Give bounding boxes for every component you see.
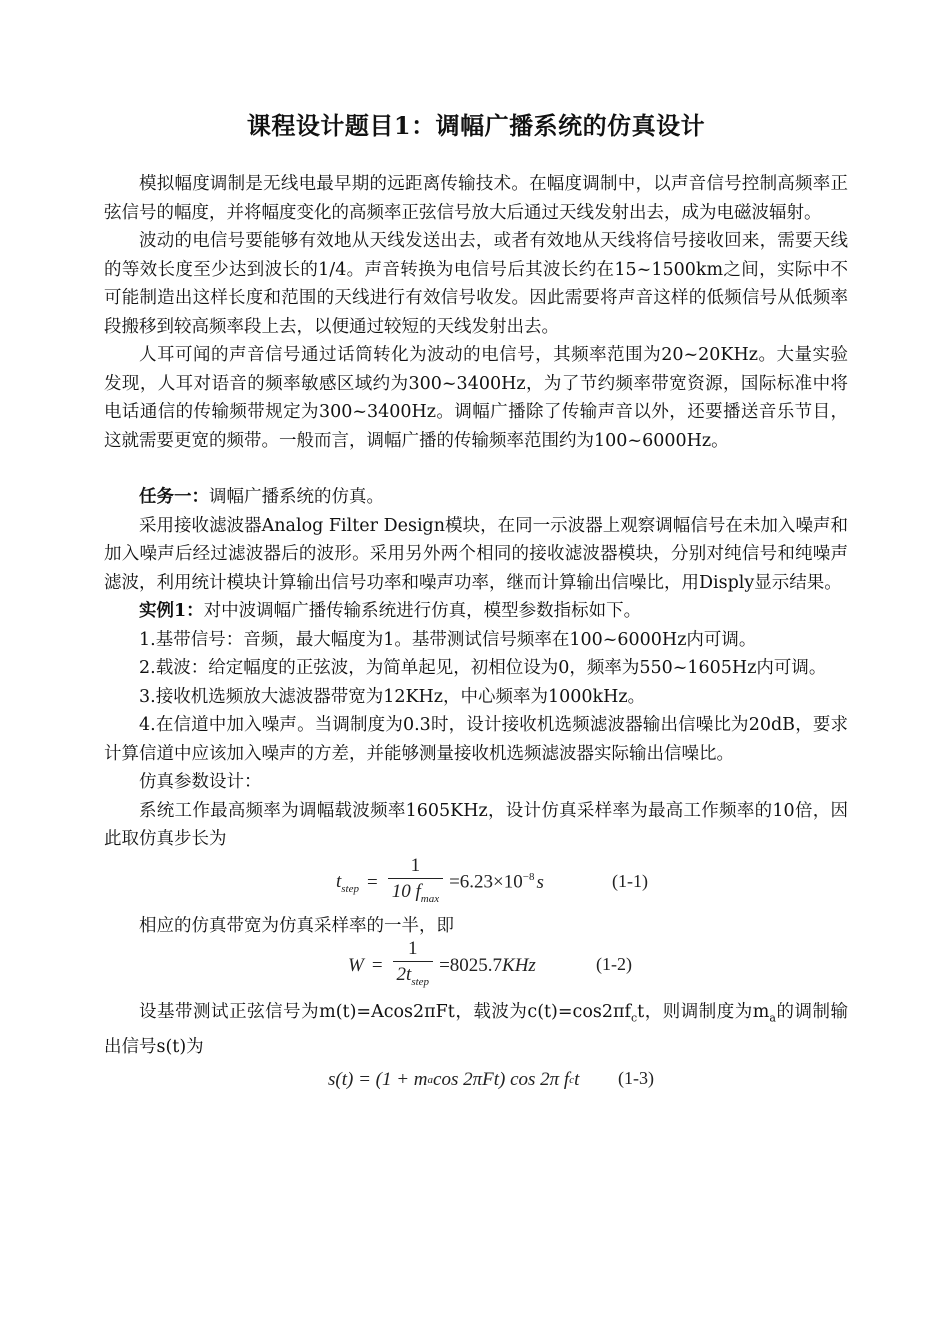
example-heading [104,597,848,626]
formula-1-3-number: (1-3) [618,1067,654,1088]
paragraph-sim-params: 仿真参数设计： [139,772,262,792]
formula-1-2-lhs: W [348,955,364,976]
formula-1-1-rhs: $=6.23\times 10^{-8}$ [449,871,535,893]
paragraph-antenna: 波动的电信号要能够有效地从天线发送出去，或者有效地从天线将信号接收回来，需要天线的等效长度至少达到波长的1/4。声音转换为电信号后其波长约在15~1500km之间，实际中不可能制造出这样长度和范围的天线进行有效信号收发。因此需要将声音这样的低频信号从低频率段搬移到较高频率段上去，以便通过较短的天线发射出去。 [104,231,848,337]
paragraph-frequency: 人耳可闻的声音信号通过话筒转化为波动的电信号，其频率范围为20~20KHz。大量实验发现，人耳对语音的频率敏感区域约为300~3400Hz，为了节约频率带宽资源，国际标准中将电话通信的传输频带规定为300~3400Hz。调幅广播除了传输声音以外，还要播送音乐节目，这就需要更宽的频带。一般而言，调幅广播的传输频率范围约为100~6000Hz。 [104,345,848,451]
document-page [104,108,848,1098]
task-label: 任务一： [139,487,209,507]
formula-1-3: s(t) = (1 + m a cos 2πFt) cos 2π f c t (1-3) [328,1067,654,1090]
list-item-carrier: 2.载波：给定幅度的正弦波，为简单起见，初相位设为0，频率为550~1605Hz内可调。 [139,658,827,678]
example-label: 实例1： [139,601,204,621]
task-heading [104,483,848,512]
formula-1-1-number: (1-1) [612,870,648,891]
formula-1-1-lhs: $t_{step}$ [336,870,360,895]
formula-1-2-rhs: =8025.7 [439,955,503,976]
paragraph-bandwidth: 相应的仿真带宽为仿真采样率的一半，即 [139,915,454,936]
list-item-baseband: 1.基带信号：音频，最大幅度为1。基带测试信号频率在100~6000Hz内可调。 [139,629,757,650]
task-text: 调幅广播系统的仿真。 [209,487,384,507]
formula-1-1: $t_{step}$ = $\frac{1}{10 f_{max}}$ $=6.23\times 10^{-8}$ s (1-1) [104,854,848,912]
formula-1-1-fraction: $\frac{1}{10 f_{max}}$ [388,854,443,912]
formula-1-2-fraction: $\frac{1}{2t_{step}}$ [393,937,434,995]
paragraph-task-description: 采用接收滤波器Analog Filter Design模块，在同一示波器上观察调幅信号在未加入噪声和加入噪声后经过滤波器后的波形。采用另外两个相同的接收滤波器模块，分别对纯信号和纯噪声滤波，利用统计模块计算输出信号功率和噪声功率，继而计算输出信噪比，用Disply显示结果。 [104,515,848,593]
spacer [104,455,848,483]
paragraph-step: 系统工作最高频率为调幅载波频率1605KHz，设计仿真采样率为最高工作频率的10倍，因此取仿真步长为 [104,800,848,849]
formula-1-2: W = $\frac{1}{2t_{step}}$ =8025.7 KHz (1-2) [104,940,848,992]
list-item-filter: 3.接收机选频放大滤波器带宽为12KHz，中心频率为1000kHz。 [139,686,646,707]
paragraph-modulation: 设基带测试正弦信号为m(t)=Acos2πFt，载波为$c(t)=\cos 2\pi f_ct$，则调制度为$m_a$的调制输出信号s(t)为 [104,1002,848,1057]
list-item-noise: 4.在信道中加入噪声。当调制度为0.3时，设计接收机选频滤波器输出信噪比为20dB，要求计算信道中应该加入噪声的方差，并能够测量接收机选频滤波器实际输出信噪比。 [104,715,848,764]
paragraph-intro: 模拟幅度调制是无线电最早期的远距离传输技术。在幅度调制中，以声音信号控制高频率正弦信号的幅度，并将幅度变化的高频率正弦信号放大后通过天线发射出去，成为电磁波辐射。 [104,174,848,223]
formula-1-2-number: (1-2) [596,954,632,974]
example-text: 对中波调幅广播传输系统进行仿真，模型参数指标如下。 [203,601,642,621]
document-title: 课程设计题目1：调幅广播系统的仿真设计 [246,111,706,140]
